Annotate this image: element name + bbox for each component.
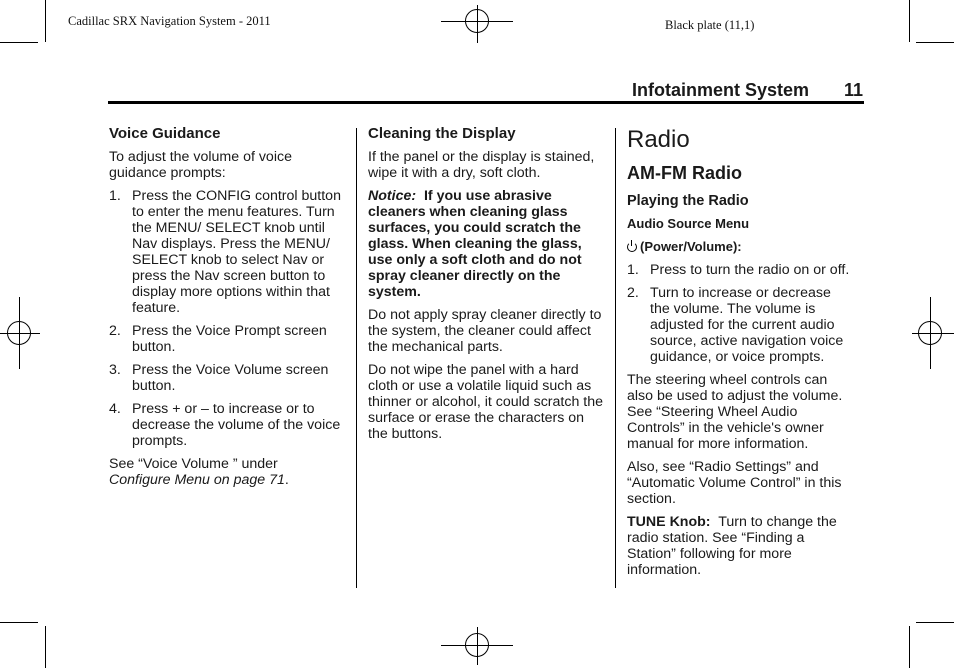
see-suffix: . [284, 472, 289, 488]
tune-knob-paragraph [627, 514, 853, 578]
plate-left-text: Cadillac SRX Navigation System - 2011 [68, 14, 271, 28]
column-divider-1 [356, 128, 357, 588]
step-text: Press the Voice Prompt screen button. [132, 323, 327, 355]
see-prefix: See “Voice Volume ” under [109, 456, 278, 472]
notice-text: If you use abrasive cleaners when cleaning glass surfaces, you could scratch the glass. When cleaning the glass, use only a soft cloth and do not spray cleaner directly on the system. [368, 188, 582, 300]
step-text: Press + or – to increase or to decrease the volume of the voice prompts. [132, 401, 341, 449]
steering-wheel-paragraph: The steering wheel controls can also be used to adjust the volume. See “Steering Wheel Audio Controls” in the vehicle's owner manual for more information. [627, 372, 843, 452]
step-number: 4. [109, 401, 121, 417]
header-rule [108, 101, 864, 104]
cleaning-display-heading: Cleaning the Display [368, 125, 516, 142]
column-divider-2 [615, 128, 616, 588]
power-volume-text: (Power/Volume): [640, 239, 742, 254]
am-fm-radio-heading: AM-FM Radio [627, 163, 742, 183]
see-reference [109, 456, 341, 488]
step-number: 1. [109, 188, 121, 204]
step-number: 2. [627, 285, 639, 301]
step-text: Press the CONFIG control button to enter the menu features. Turn the MENU/ SELECT knob until Nav displays. Press the MENU/ SELECT knob to select Nav or press the Nav screen button to display more options within that feature. [132, 188, 341, 316]
list-item [109, 323, 341, 355]
cleaning-paragraph-1: If the panel or the display is stained, wipe it with a dry, soft cloth. [368, 149, 595, 181]
step-number: 3. [109, 362, 121, 378]
see-ref-link[interactable]: Configure Menu on page 71 [109, 472, 285, 488]
list-item [109, 188, 341, 316]
audio-source-menu-heading: Audio Source Menu [627, 216, 750, 231]
power-volume-steps [627, 262, 853, 365]
list-item [109, 362, 341, 394]
plate-right-text: Black plate (11,1) [665, 18, 755, 32]
column-radio [627, 126, 853, 585]
step-text: Press to turn the radio on or off. [650, 262, 850, 278]
power-icon [627, 242, 637, 252]
list-item [627, 262, 853, 278]
cleaning-paragraph-2: Do not apply spray cleaner directly to the system, the cleaner could affect the mechanical parts. [368, 307, 602, 355]
page-number: 11 [843, 80, 863, 100]
radio-title: Radio [627, 126, 690, 153]
step-number: 2. [109, 323, 121, 339]
tune-knob-label: TUNE Knob: [627, 514, 711, 530]
column-cleaning-display [368, 126, 606, 449]
step-text: Press the Voice Volume screen button. [132, 362, 329, 394]
voice-guidance-heading: Voice Guidance [109, 125, 221, 142]
list-item [109, 401, 341, 449]
notice-paragraph [368, 188, 606, 300]
notice-label: Notice: [368, 188, 417, 204]
column-voice-guidance [109, 126, 341, 495]
tune-knob-text: Turn to change the radio station. See “Finding a Station” following for more information. [627, 514, 837, 578]
step-number: 1. [627, 262, 639, 278]
radio-settings-paragraph: Also, see “Radio Settings” and “Automatic Volume Control” in this section. [627, 459, 842, 507]
voice-guidance-steps [109, 188, 341, 449]
voice-guidance-intro: To adjust the volume of voice guidance prompts: [109, 149, 292, 181]
power-volume-label [627, 239, 853, 255]
section-title: Infotainment System [632, 80, 810, 100]
cleaning-paragraph-3: Do not wipe the panel with a hard cloth or use a volatile liquid such as thinner or alcohol, it could scratch the surface or erase the characters on the buttons. [368, 362, 604, 442]
list-item [627, 285, 853, 365]
step-text: Turn to increase or decrease the volume. The volume is adjusted for the current audio source, active navigation voice guidance, or voice prompts. [650, 285, 844, 365]
playing-radio-heading: Playing the Radio [627, 193, 749, 209]
